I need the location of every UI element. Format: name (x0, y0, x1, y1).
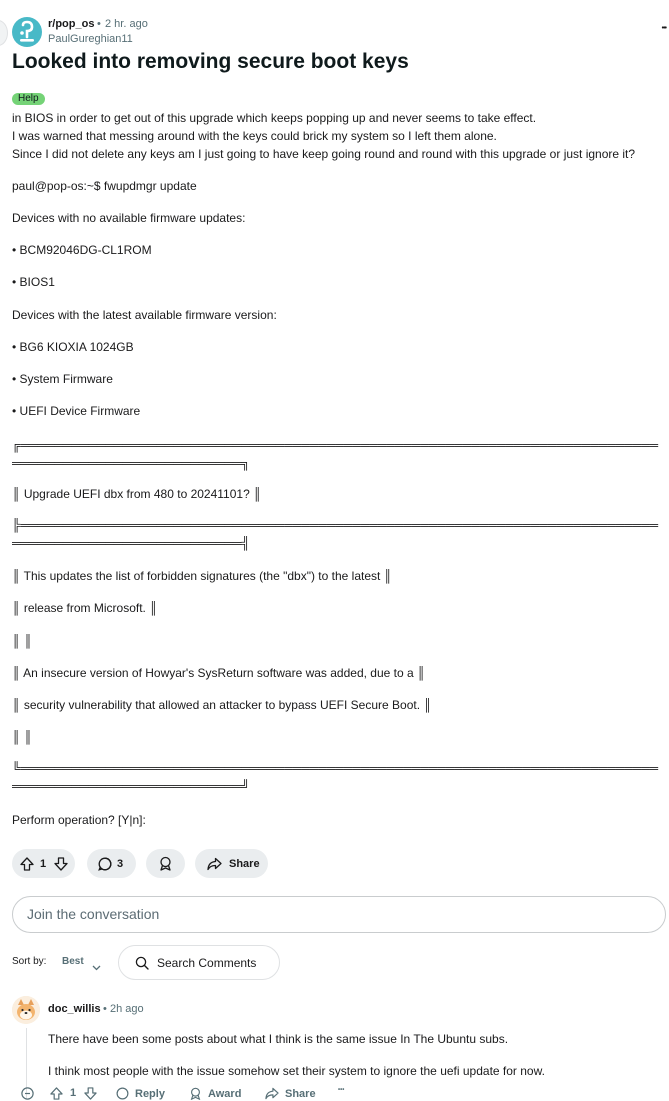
comment-icon (98, 857, 112, 871)
body-line: • System Firmware (12, 372, 113, 386)
reply-label: Reply (135, 1087, 165, 1100)
award-button[interactable] (146, 849, 185, 878)
post-title: Looked into removing secure boot keys (12, 50, 409, 73)
body-line: Devices with no available firmware updates: (12, 211, 246, 225)
sort-label: Sort by: (12, 956, 47, 967)
comment-meta-separator: • (103, 1003, 107, 1015)
post-meta (12, 16, 669, 48)
box-top-border: ╔══════════════════════════════════════════════════════════════════════════════════════════════════════╗ (12, 438, 659, 470)
body-line: ║ ║ (12, 730, 33, 744)
search-comments-button[interactable] (118, 945, 280, 980)
body-line: • UEFI Device Firmware (12, 404, 141, 418)
body-line: ║ release from Microsoft. ║ (12, 601, 158, 615)
more-options-icon[interactable]: ••• (661, 25, 666, 32)
body-line: ║ This updates the list of forbidden signatures (the "dbx") to the latest ║ (12, 569, 393, 583)
search-icon (135, 956, 149, 975)
comments-count: 3 (117, 858, 124, 870)
reply-icon (116, 1087, 129, 1100)
meta-separator: • (97, 18, 101, 30)
body-line: Perform operation? [Y|n]: (12, 813, 146, 827)
share-label: Share (285, 1087, 316, 1100)
flair-badge[interactable]: Help (12, 93, 45, 105)
comment-author[interactable]: doc_willis (48, 1003, 101, 1015)
comment-downvote-icon[interactable] (84, 1087, 97, 1100)
comment-text: I think most people with the issue somehow set their system to ignore the uefi update for now. (48, 1064, 545, 1078)
search-comments-label: Search Comments (157, 956, 257, 970)
body-line: ║ Upgrade UEFI dbx from 480 to 20241101? ║ (12, 487, 262, 501)
comment-more-icon[interactable]: ••• (338, 1087, 345, 1093)
body-line: ║ security vulnerability that allowed an attacker to bypass UEFI Secure Boot. ║ (12, 698, 432, 712)
body-line: Devices with the latest available firmware version: (12, 308, 277, 322)
share-label: Share (229, 858, 260, 870)
award-icon (189, 1087, 202, 1100)
box-bottom-border: ╚══════════════════════════════════════════════════════════════════════════════════════════════════════╝ (12, 761, 659, 793)
body-line: • BG6 KIOXIA 1024GB (12, 340, 134, 354)
comment-text: There have been some posts about what I think is the same issue In The Ubuntu subs. (48, 1032, 509, 1046)
reply-button[interactable] (116, 1087, 165, 1100)
sort-dropdown[interactable]: Best (62, 956, 84, 967)
chevron-down-icon[interactable] (92, 958, 101, 976)
box-divider: ╠══════════════════════════════════════════════════════════════════════════════════════════════════════╣ (12, 518, 659, 550)
comments-button[interactable] (87, 849, 136, 878)
body-line: in BIOS in order to get out of this upgrade which keeps popping up and never seems to take effect. (12, 111, 537, 125)
collapse-icon[interactable] (21, 1087, 34, 1100)
comment-sort-row (12, 945, 312, 981)
body-line: • BIOS1 (12, 275, 55, 289)
comment-time: 2h ago (110, 1003, 144, 1015)
comment-composer[interactable] (12, 896, 666, 933)
award-label: Award (208, 1087, 242, 1100)
commenter-avatar[interactable] (12, 996, 40, 1024)
vote-pill (12, 849, 75, 878)
comment-vote-count: 1 (70, 1087, 77, 1099)
post-time: 2 hr. ago (105, 18, 148, 30)
comment (12, 996, 669, 1099)
subreddit-name[interactable]: r/pop_os (48, 18, 95, 30)
upvote-icon[interactable] (20, 857, 34, 871)
share-icon (265, 1087, 279, 1100)
join-conversation-input[interactable] (27, 906, 627, 922)
award-icon (158, 856, 173, 871)
body-line: ║ ║ (12, 634, 33, 648)
comment-share-button[interactable] (265, 1087, 316, 1100)
body-line: Since I did not delete any keys am I just going to have keep going round and round with this upgrade or just ignore it? (12, 147, 636, 161)
body-line: paul@pop-os:~$ fwupdmgr update (12, 179, 197, 193)
share-button[interactable] (195, 849, 268, 878)
downvote-icon[interactable] (54, 857, 68, 871)
subreddit-avatar-icon[interactable] (12, 17, 42, 47)
body-line: • BCM92046DG-CL1ROM (12, 243, 152, 257)
post-author[interactable]: PaulGureghian11 (48, 33, 133, 45)
share-icon (207, 857, 222, 871)
body-line: ║ An insecure version of Howyar's SysReturn software was added, due to a ║ (12, 666, 426, 680)
vote-count: 1 (40, 858, 47, 870)
body-line: I was warned that messing around with the keys could brick my system so I left them alone. (12, 129, 497, 143)
comment-award-button[interactable] (189, 1087, 241, 1100)
back-tab[interactable] (0, 20, 8, 46)
comment-upvote-icon[interactable] (50, 1087, 63, 1100)
